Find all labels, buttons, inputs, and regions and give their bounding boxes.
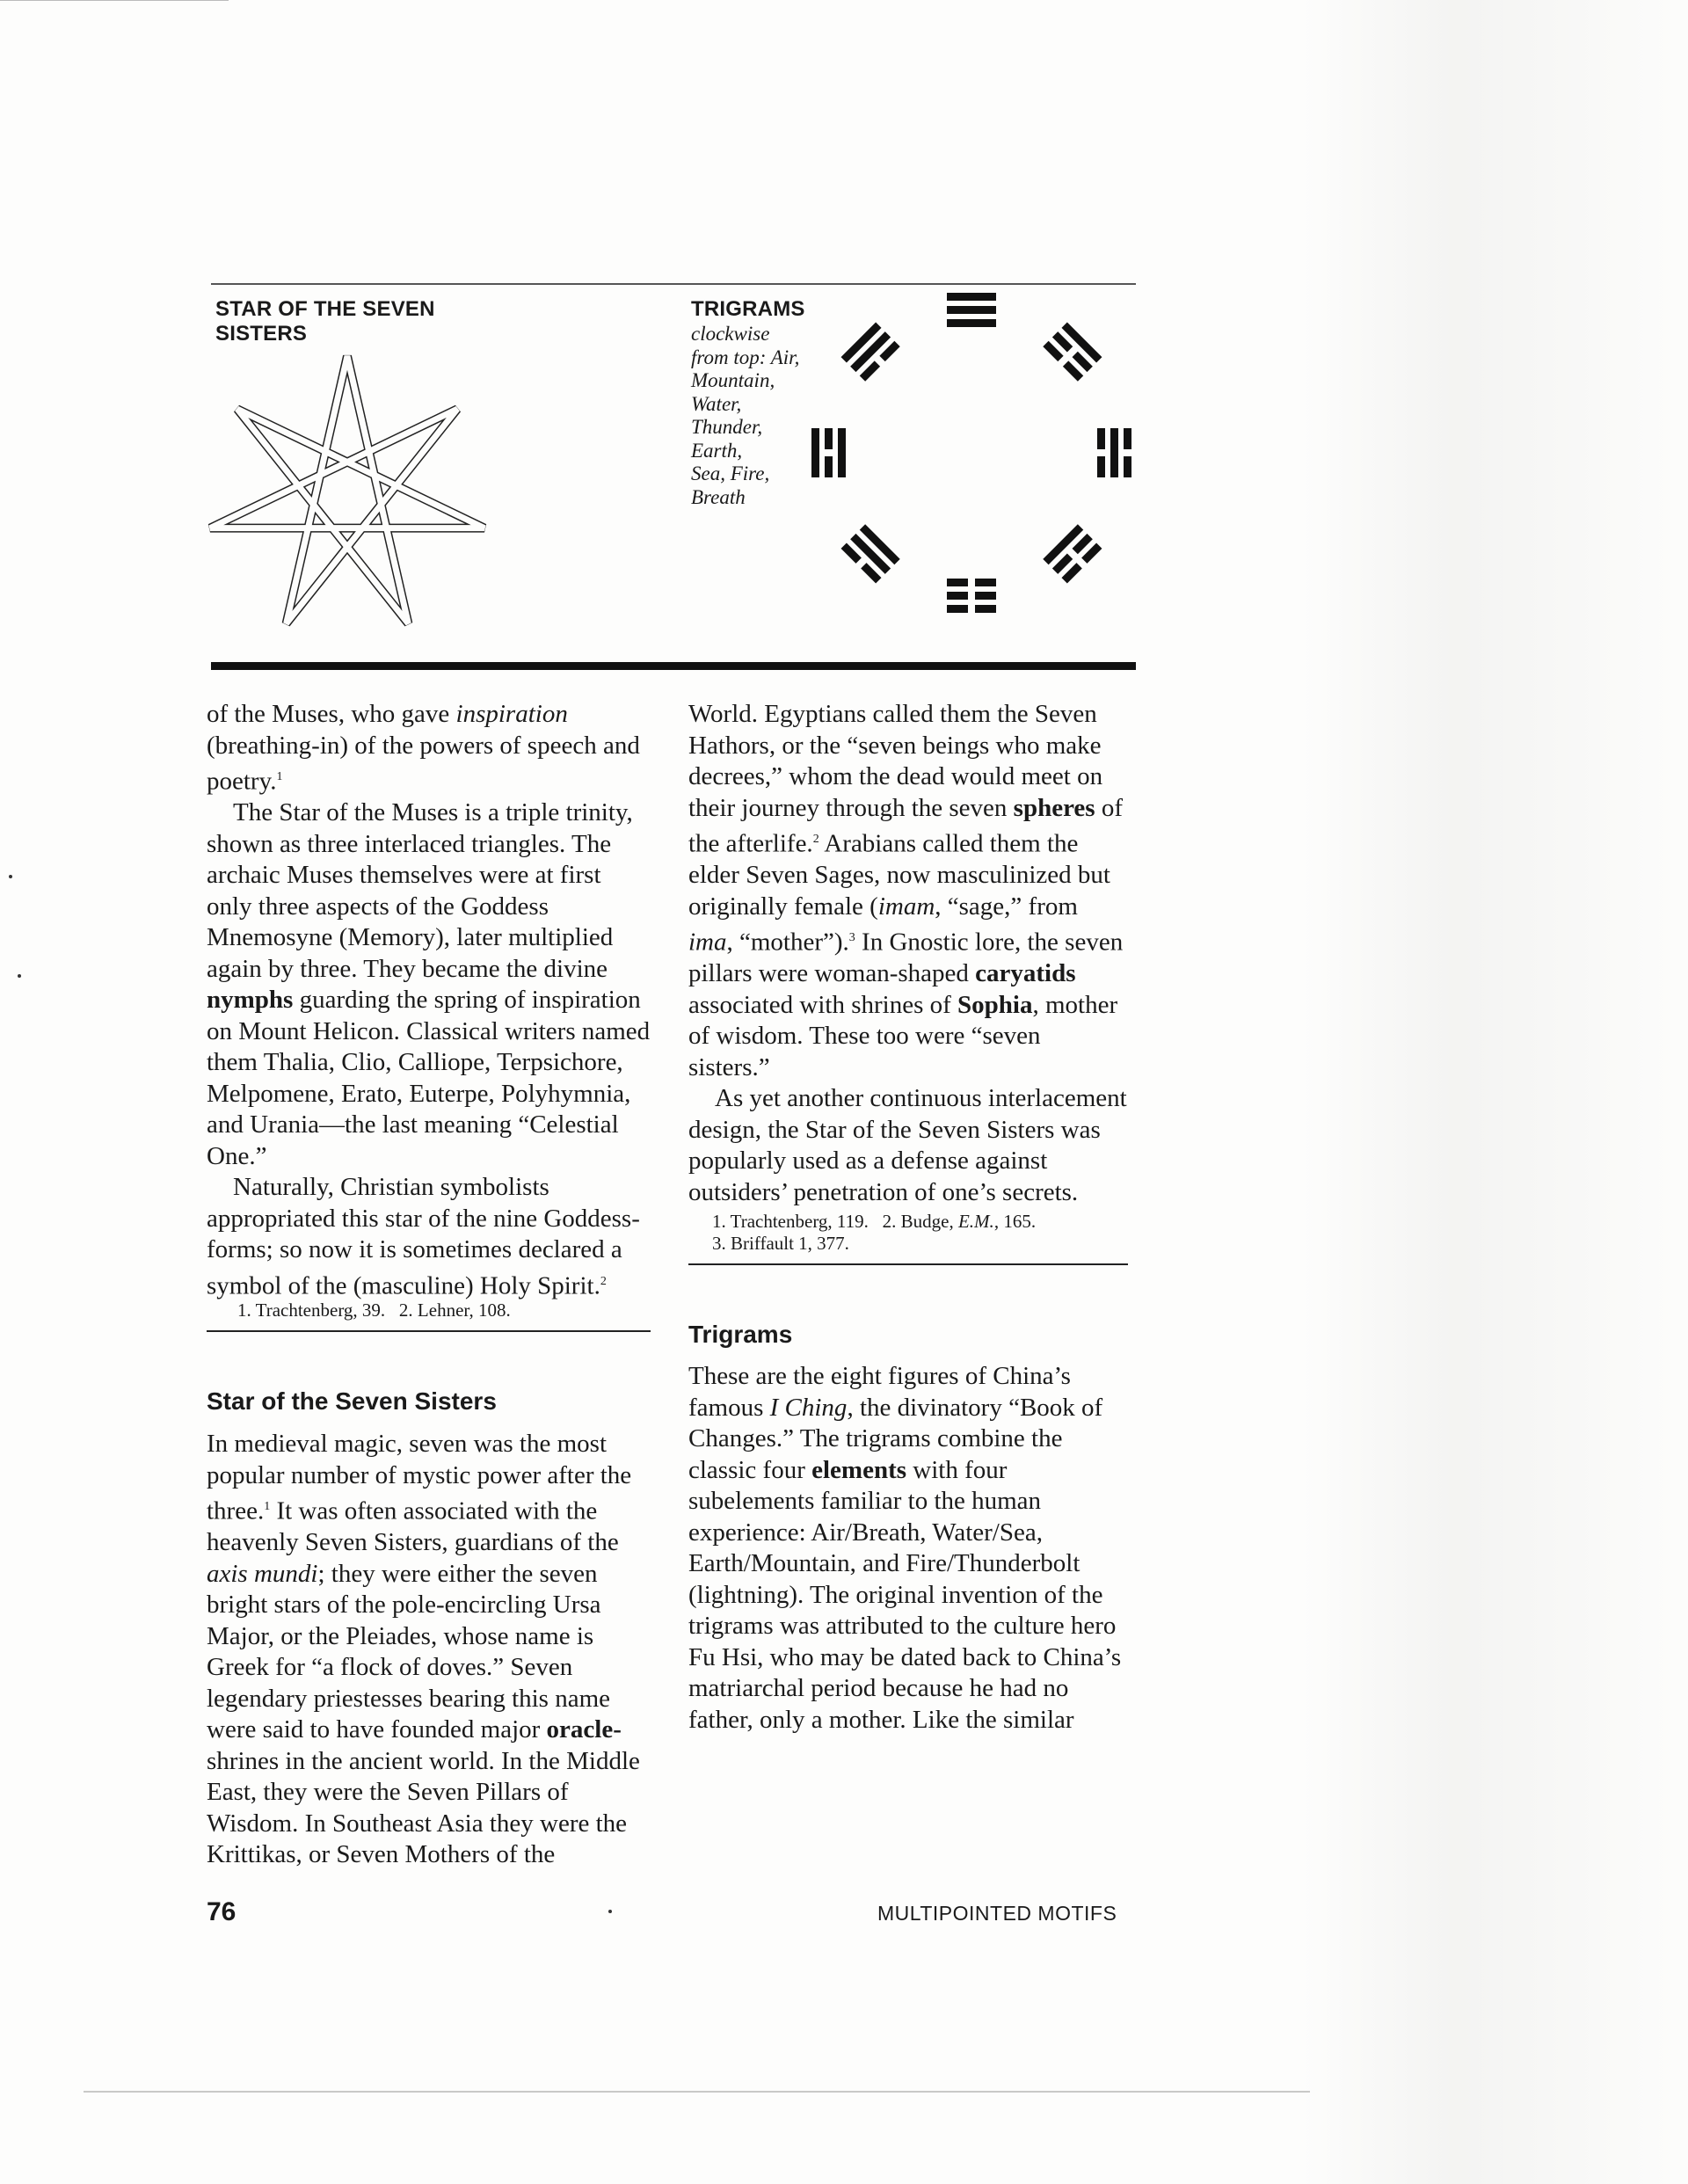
scan-mark [0, 0, 229, 1]
paragraph: These are the eight figures of China’s famous I Ching, the divinatory “Book of Changes.” The trigrams combine the classic four elements with four subelements familiar to the human experience: Air/Breath, Water/Sea, Earth/Mountain, and Fire/Thunderbolt (lightning). The original invention of the trigrams was attributed to the culture hero Fu Hsi, who may be dated back to China’s matriarchal period because he had no father, only a mother. Like the similar [688, 1362, 1122, 1734]
trigram-thunder-icon [1043, 524, 1102, 583]
trigram-line [1110, 428, 1118, 477]
trigrams-caption-line: clockwise [691, 323, 770, 345]
left-column [207, 699, 651, 1302]
heptagram-band [210, 356, 484, 623]
page-number: 76 [207, 1897, 236, 1926]
trigram-line [975, 605, 996, 613]
star-figure-title: STAR OF THE SEVEN SISTERS [215, 297, 435, 346]
trigram-air-icon [947, 293, 996, 327]
scan-edge-rule [84, 2091, 1310, 2093]
trigrams-caption-line: Thunder, [691, 416, 763, 438]
trigrams-caption-line: Mountain, [691, 369, 775, 391]
section-heading-trigrams: Trigrams [688, 1321, 793, 1348]
trigram-line [1097, 428, 1105, 449]
trigrams-caption-line: Earth, [691, 439, 743, 462]
footnotes-sisters: 1. Trachtenberg, 119. 2. Budge, E.M., 165. 3. Briffault 1, 377. [712, 1211, 1037, 1254]
trigram-line [825, 456, 833, 477]
section-heading-star-of-seven-sisters: Star of the Seven Sisters [207, 1387, 497, 1415]
trigram-earth-icon [947, 579, 996, 613]
trigram-line [947, 579, 968, 586]
trigrams-caption-line: from top: Air, [691, 346, 800, 368]
trigram-line [975, 592, 996, 600]
star-of-seven-sisters-icon [198, 352, 497, 642]
trigram-line [947, 605, 968, 613]
figure-top-rule [211, 283, 1136, 285]
footnotes-muses: 1. Trachtenberg, 39. 2. Lehner, 108. [237, 1299, 511, 1321]
trigram-fire-icon [811, 428, 846, 477]
trigram-line [947, 293, 996, 301]
figure-bottom-rule [211, 662, 1136, 670]
trigram-sea-icon [841, 524, 900, 583]
trigrams-caption-line: Sea, Fire, [691, 462, 770, 484]
paragraph: World. Egyptians called them the Seven Hathors, or the “seven beings who make decrees,” whom the dead would meet on their journey through the seven spheres of the afterlife.$^2$ Arabians called them the elder Seven Sages, now masculinized but originally female (imam, “sage,” from ima, “mother”).$^3$ In Gnostic lore, the seven pillars were woman-shaped caryatids associated with shrines of Sophia, mother of wisdom. These too were “seven sisters.” [688, 700, 1124, 1081]
trigram-line [838, 428, 846, 477]
trigrams-caption-line: Water, [691, 392, 742, 415]
paragraph: As yet another continuous interlacement design, the Star of the Seven Sisters was popularly used as a defense against outsiders’ penetration of one’s secrets. [688, 1084, 1127, 1206]
trigram-line [811, 428, 819, 477]
paragraph: of the Muses, who gave inspiration (breathing-in) of the powers of speech and poetry.$^1$ [207, 700, 640, 796]
trigram-line [1124, 456, 1131, 477]
trigram-line [975, 579, 996, 586]
paragraph: The Star of the Muses is a triple trinity, shown as three interlaced triangles. The archaic Muses themselves were at first only three aspects of the Goddess Mnemosyne (Memory), later multiplied again by three. They became the divine nymphs guarding the spring of inspiration on Mount Helicon. Classical writers named them Thalia, Clio, Calliope, Terpsichore, Melpomene, Erato, Euterpe, Polyhymnia, and Urania—the last meaning “Celestial One.” [207, 798, 651, 1170]
running-title: MULTIPOINTED MOTIFS [877, 1902, 1117, 1925]
trigram-line [825, 428, 833, 449]
paragraph: In medieval magic, seven was the most popular number of mystic power after the three.$^1$ It was often associated with the heavenly Seven Sisters, guardians of the axis mundi; they were either the seven bright stars of the pole-encircling Ursa Major, or the Pleiades, whose name is Greek for “a flock of doves.” Seven legendary priestesses bearing this name were said to have founded major oracle- shrines in the ancient world. In the Middle East, they were the Seven Pillars of Wisdom. In Southeast Asia they were the Krittikas, or Seven Mothers of the [207, 1430, 640, 1869]
trigram-line [947, 319, 996, 327]
footnote-rule [688, 1263, 1128, 1265]
trigram-line [1124, 428, 1131, 449]
trigrams-figure-title: TRIGRAMS [691, 297, 805, 321]
trigram-ring [796, 286, 1147, 637]
scan-shadow [1301, 0, 1688, 2184]
left-column-lower [207, 1429, 651, 1871]
trigram-line [947, 306, 996, 314]
heptagram-band [210, 356, 484, 623]
footnote-rule [207, 1330, 651, 1332]
trigram-breath-icon [841, 323, 900, 382]
right-column-lower [688, 1361, 1128, 1736]
trigram-line [947, 592, 968, 600]
speck [18, 974, 21, 978]
trigrams-caption-line: Breath [691, 485, 746, 508]
trigram-line [1097, 456, 1105, 477]
right-column [688, 699, 1128, 1208]
trigram-water-icon [1097, 428, 1131, 477]
speck [608, 1910, 612, 1913]
trigram-mountain-icon [1043, 323, 1102, 382]
paragraph: Naturally, Christian symbolists appropriated this star of the nine Goddess-forms; so now it is sometimes declared a symbol of the (masculine) Holy Spirit.$^2$ [207, 1173, 640, 1300]
speck [9, 875, 12, 878]
